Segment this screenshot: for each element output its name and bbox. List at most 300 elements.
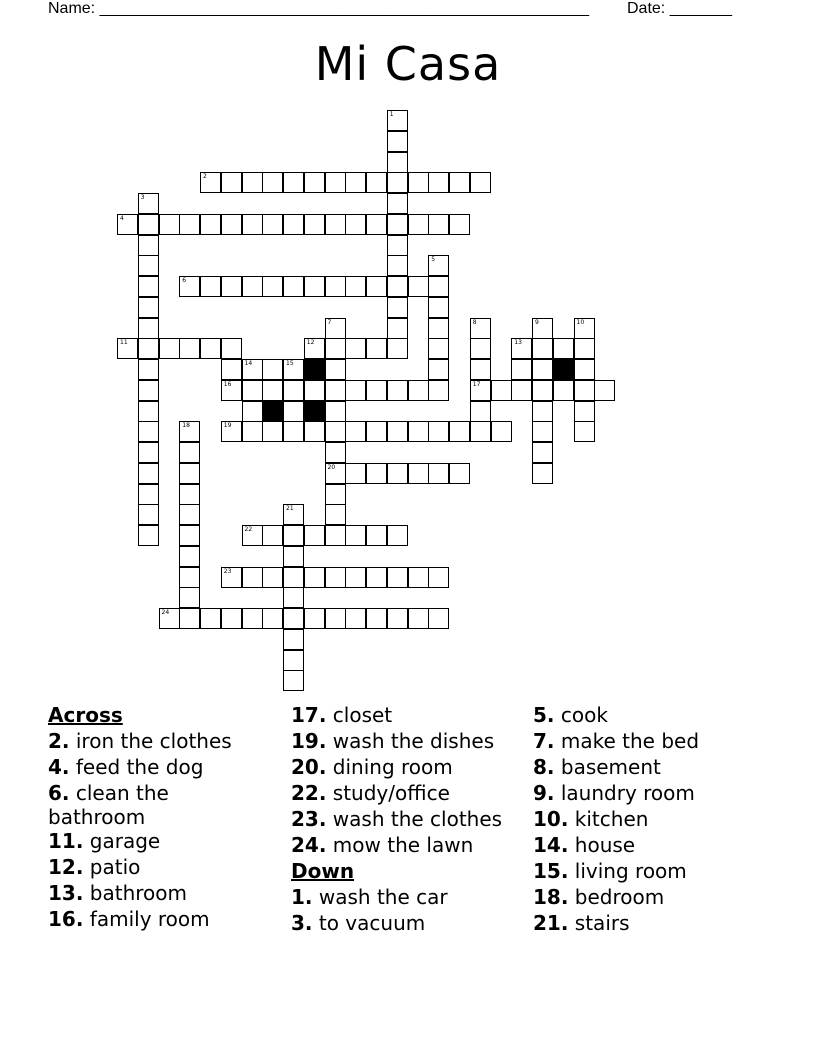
grid-cell[interactable] [449, 421, 470, 442]
clue-number-label: 18. [533, 885, 569, 909]
grid-cell[interactable] [304, 276, 325, 297]
grid-cell[interactable] [366, 172, 387, 193]
grid-cell[interactable] [200, 214, 221, 235]
grid-cell[interactable] [387, 608, 408, 629]
grid-cell[interactable] [325, 608, 346, 629]
grid-cell[interactable] [491, 380, 512, 401]
clue-text: garage [83, 829, 161, 853]
down-heading: Down [291, 859, 355, 883]
grid-cell[interactable] [138, 463, 159, 484]
grid-cell[interactable] [242, 380, 263, 401]
clue-number-label: 10. [533, 807, 569, 831]
grid-cell[interactable] [138, 193, 159, 214]
clue-text: make the bed [554, 729, 700, 753]
grid-cell[interactable] [532, 359, 553, 380]
clue-number-label: 17. [291, 703, 327, 727]
clue-item [291, 780, 526, 806]
grid-cell[interactable] [283, 587, 304, 608]
clue-number: 24 [161, 609, 170, 616]
grid-cell[interactable] [387, 338, 408, 359]
grid-cell[interactable] [283, 608, 304, 629]
grid-cell[interactable] [511, 338, 532, 359]
grid-cell[interactable] [179, 276, 200, 297]
page-title: Mi Casa [314, 37, 502, 91]
clue-number-label: 20. [291, 755, 327, 779]
grid-cell[interactable] [553, 338, 574, 359]
clue-number-label: 19. [291, 729, 327, 753]
grid-cell[interactable] [221, 214, 242, 235]
grid-cell[interactable] [283, 359, 304, 380]
clues-column-2 [291, 702, 526, 936]
grid-cell[interactable] [387, 172, 408, 193]
grid-cell[interactable] [470, 338, 491, 359]
clue-number: 4 [120, 214, 124, 222]
grid-cell[interactable] [345, 172, 366, 193]
grid-cell[interactable] [470, 401, 491, 422]
clue-item [48, 828, 283, 854]
grid-cell[interactable] [387, 193, 408, 214]
grid-cell[interactable] [387, 463, 408, 484]
grid-cell[interactable] [366, 338, 387, 359]
grid-cell[interactable] [262, 567, 283, 588]
grid-cell[interactable] [138, 338, 159, 359]
grid-cell[interactable] [449, 214, 470, 235]
clue-number-label: 1. [291, 885, 313, 909]
clue-number-label: 23. [291, 807, 327, 831]
name-field-label[interactable]: Name: _______________________________________________________ [48, 0, 589, 17]
grid-cell[interactable] [408, 214, 429, 235]
grid-cell[interactable] [262, 608, 283, 629]
grid-cell[interactable] [283, 421, 304, 442]
grid-cell[interactable] [179, 587, 200, 608]
grid-cell[interactable] [159, 608, 180, 629]
grid-cell[interactable] [428, 172, 449, 193]
grid-cell[interactable] [117, 214, 138, 235]
clue-number-label: 4. [48, 755, 70, 779]
clue-number: 9 [535, 318, 539, 326]
grid-cell[interactable] [470, 318, 491, 339]
clue-item [48, 880, 283, 906]
grid-cell[interactable] [283, 629, 304, 650]
clue-text: stairs [568, 911, 630, 935]
grid-cell[interactable] [387, 255, 408, 276]
clue-number: 3 [140, 194, 145, 201]
grid-cell[interactable] [262, 525, 283, 546]
clue-text: feed the dog [69, 755, 204, 779]
grid-cell[interactable] [304, 338, 325, 359]
clue-item [533, 754, 768, 780]
grid-cell[interactable] [470, 421, 491, 442]
clue-item [48, 754, 283, 780]
grid-cell[interactable] [325, 172, 346, 193]
grid-cell[interactable] [242, 608, 263, 629]
grid-cell[interactable] [304, 567, 325, 588]
clue-number-label: 7. [533, 729, 555, 753]
grid-cell[interactable] [574, 421, 595, 442]
grid-cell[interactable] [138, 359, 159, 380]
grid-cell[interactable] [304, 214, 325, 235]
grid-cell[interactable] [387, 421, 408, 442]
grid-cell[interactable] [262, 276, 283, 297]
grid-cell[interactable] [179, 484, 200, 505]
clue-item [533, 806, 768, 832]
grid-cell[interactable] [179, 546, 200, 567]
grid-cell[interactable] [532, 442, 553, 463]
clue-number-label: 3. [291, 911, 313, 935]
black-square [304, 401, 325, 422]
grid-cell[interactable] [345, 276, 366, 297]
clue-number-label: 12. [48, 855, 84, 879]
grid-cell[interactable] [262, 359, 283, 380]
grid-cell[interactable] [325, 504, 346, 525]
grid-cell[interactable] [242, 276, 263, 297]
grid-cell[interactable] [491, 421, 512, 442]
grid-cell[interactable] [200, 172, 221, 193]
grid-cell[interactable] [242, 359, 263, 380]
grid-cell[interactable] [387, 276, 408, 297]
grid-cell[interactable] [221, 172, 242, 193]
clue-item [48, 854, 283, 880]
grid-cell[interactable] [325, 214, 346, 235]
clue-item [533, 702, 768, 728]
grid-cell[interactable] [221, 380, 242, 401]
grid-cell[interactable] [179, 608, 200, 629]
clue-item [533, 910, 768, 936]
clue-number-label: 5. [533, 703, 555, 727]
grid-cell[interactable] [138, 442, 159, 463]
grid-cell[interactable] [283, 276, 304, 297]
grid-cell[interactable] [138, 255, 159, 276]
clue-text: cook [554, 703, 608, 727]
grid-cell[interactable] [325, 359, 346, 380]
grid-cell[interactable] [138, 484, 159, 505]
clue-number-label: 2. [48, 729, 70, 753]
grid-cell[interactable] [325, 525, 346, 546]
clue-number: 8 [472, 318, 477, 326]
grid-cell[interactable] [283, 525, 304, 546]
grid-cell[interactable] [428, 608, 449, 629]
grid-cell[interactable] [304, 421, 325, 442]
grid-cell[interactable] [242, 525, 263, 546]
grid-cell[interactable] [179, 463, 200, 484]
grid-cell[interactable] [449, 172, 470, 193]
grid-cell[interactable] [574, 318, 595, 339]
grid-cell[interactable] [408, 608, 429, 629]
clue-item [291, 832, 526, 858]
grid-cell[interactable] [532, 421, 553, 442]
clue-number: 11 [120, 339, 128, 347]
grid-cell[interactable] [366, 567, 387, 588]
grid-cell[interactable] [138, 525, 159, 546]
grid-cell[interactable] [532, 380, 553, 401]
grid-cell[interactable] [325, 401, 346, 422]
grid-cell[interactable] [179, 214, 200, 235]
grid-cell[interactable] [366, 380, 387, 401]
grid-cell[interactable] [262, 214, 283, 235]
clue-number: 14 [244, 360, 253, 367]
grid-cell[interactable] [221, 359, 242, 380]
grid-cell[interactable] [532, 318, 553, 339]
grid-cell[interactable] [325, 421, 346, 442]
grid-cell[interactable] [304, 172, 325, 193]
clue-item [533, 728, 768, 754]
clue-text: wash the clothes [326, 807, 503, 831]
grid-cell[interactable] [117, 338, 138, 359]
grid-cell[interactable] [532, 338, 553, 359]
grid-cell[interactable] [179, 421, 200, 442]
clue-text: basement [554, 755, 661, 779]
grid-cell[interactable] [138, 214, 159, 235]
grid-cell[interactable] [470, 172, 491, 193]
grid-cell[interactable] [325, 276, 346, 297]
clue-text: laundry room [554, 781, 695, 805]
grid-cell[interactable] [283, 650, 304, 671]
grid-cell[interactable] [221, 421, 242, 442]
grid-cell[interactable] [428, 338, 449, 359]
clue-item [533, 780, 768, 806]
grid-cell[interactable] [283, 172, 304, 193]
grid-cell[interactable] [428, 463, 449, 484]
grid-cell[interactable] [325, 567, 346, 588]
clue-number: 13 [514, 339, 522, 347]
grid-cell[interactable] [387, 110, 408, 131]
grid-cell[interactable] [325, 484, 346, 505]
grid-cell[interactable] [325, 318, 346, 339]
clue-text: closet [326, 703, 393, 727]
grid-cell[interactable] [304, 525, 325, 546]
grid-cell[interactable] [179, 567, 200, 588]
clue-item [291, 806, 526, 832]
grid-cell[interactable] [200, 338, 221, 359]
clue-item [291, 910, 526, 936]
clue-number-label: 11. [48, 829, 84, 853]
clue-text: wash the dishes [326, 729, 495, 753]
grid-cell[interactable] [366, 525, 387, 546]
grid-cell[interactable] [179, 504, 200, 525]
grid-cell[interactable] [138, 276, 159, 297]
grid-cell[interactable] [283, 380, 304, 401]
grid-cell[interactable] [159, 338, 180, 359]
grid-cell[interactable] [345, 525, 366, 546]
grid-cell[interactable] [325, 463, 346, 484]
grid-cell[interactable] [408, 463, 429, 484]
clue-number: 12 [306, 339, 315, 347]
clue-text: clean the [69, 781, 169, 805]
grid-cell[interactable] [428, 380, 449, 401]
grid-cell[interactable] [138, 421, 159, 442]
grid-cell[interactable] [428, 359, 449, 380]
clue-number-label: 15. [533, 859, 569, 883]
grid-cell[interactable] [262, 421, 283, 442]
grid-cell[interactable] [304, 380, 325, 401]
grid-cell[interactable] [262, 380, 283, 401]
clue-item [533, 832, 768, 858]
grid-cell[interactable] [511, 359, 532, 380]
grid-cell[interactable] [242, 567, 263, 588]
grid-cell[interactable] [242, 421, 263, 442]
grid-cell[interactable] [283, 401, 304, 422]
grid-cell[interactable] [221, 608, 242, 629]
clue-number-label: 8. [533, 755, 555, 779]
clue-number: 23 [223, 567, 232, 575]
grid-cell[interactable] [387, 297, 408, 318]
grid-cell[interactable] [262, 172, 283, 193]
grid-cell[interactable] [428, 567, 449, 588]
grid-cell[interactable] [304, 608, 325, 629]
clue-number: 21 [286, 505, 294, 513]
clue-number: 15 [286, 360, 294, 367]
grid-cell[interactable] [283, 567, 304, 588]
clue-text: dining room [326, 755, 453, 779]
grid-cell[interactable] [283, 546, 304, 567]
clue-item [48, 780, 283, 828]
black-square [553, 359, 574, 380]
grid-cell[interactable] [242, 172, 263, 193]
date-field-label[interactable]: Date: _______ [627, 0, 732, 17]
grid-cell[interactable] [428, 318, 449, 339]
grid-cell[interactable] [325, 380, 346, 401]
grid-cell[interactable] [428, 214, 449, 235]
grid-cell[interactable] [366, 214, 387, 235]
grid-cell[interactable] [366, 608, 387, 629]
grid-cell[interactable] [387, 152, 408, 173]
grid-cell[interactable] [325, 338, 346, 359]
clue-item [533, 858, 768, 884]
clue-number-label: 9. [533, 781, 555, 805]
grid-cell[interactable] [138, 297, 159, 318]
grid-cell[interactable] [325, 442, 346, 463]
black-square [262, 401, 283, 422]
clue-text: mow the lawn [326, 833, 474, 857]
clue-number-label: 22. [291, 781, 327, 805]
clue-item [48, 728, 283, 754]
grid-cell[interactable] [408, 172, 429, 193]
clue-text: study/office [326, 781, 450, 805]
grid-cell[interactable] [200, 276, 221, 297]
clue-text: iron the clothes [69, 729, 232, 753]
clue-number: 18 [182, 422, 190, 430]
grid-cell[interactable] [366, 276, 387, 297]
grid-cell[interactable] [138, 401, 159, 422]
grid-cell[interactable] [283, 504, 304, 525]
grid-cell[interactable] [345, 421, 366, 442]
grid-cell[interactable] [387, 214, 408, 235]
grid-cell[interactable] [387, 318, 408, 339]
clue-number: 6 [182, 277, 187, 284]
grid-cell[interactable] [345, 567, 366, 588]
clue-text: house [568, 833, 636, 857]
grid-cell[interactable] [366, 421, 387, 442]
grid-cell[interactable] [345, 380, 366, 401]
grid-cell[interactable] [408, 380, 429, 401]
grid-cell[interactable] [574, 338, 595, 359]
clue-number-label: 16. [48, 907, 84, 931]
grid-cell[interactable] [221, 567, 242, 588]
grid-cell[interactable] [345, 463, 366, 484]
clue-text: kitchen [568, 807, 649, 831]
grid-cell[interactable] [221, 276, 242, 297]
clue-number-label: 13. [48, 881, 84, 905]
grid-cell[interactable] [283, 670, 304, 691]
clue-number-label: 6. [48, 781, 70, 805]
grid-cell[interactable] [428, 255, 449, 276]
clue-item [291, 884, 526, 910]
clue-number: 20 [327, 463, 336, 471]
grid-cell[interactable] [179, 338, 200, 359]
grid-cell[interactable] [470, 380, 491, 401]
grid-cell[interactable] [449, 463, 470, 484]
grid-cell[interactable] [387, 131, 408, 152]
clue-item [291, 728, 526, 754]
grid-cell[interactable] [428, 276, 449, 297]
grid-cell[interactable] [574, 401, 595, 422]
grid-cell[interactable] [574, 359, 595, 380]
grid-cell[interactable] [387, 380, 408, 401]
grid-cell[interactable] [408, 567, 429, 588]
grid-cell[interactable] [511, 380, 532, 401]
clue-number-label: 21. [533, 911, 569, 935]
grid-cell[interactable] [179, 442, 200, 463]
clue-text: wash the car [312, 885, 448, 909]
grid-cell[interactable] [200, 608, 221, 629]
grid-cell[interactable] [242, 214, 263, 235]
grid-cell[interactable] [138, 380, 159, 401]
grid-cell[interactable] [138, 235, 159, 256]
clue-number: 5 [431, 256, 436, 264]
grid-cell[interactable] [428, 297, 449, 318]
clues-column-1 [48, 702, 283, 932]
grid-cell[interactable] [574, 380, 595, 401]
grid-cell[interactable] [387, 235, 408, 256]
clue-item [291, 702, 526, 728]
grid-cell[interactable] [159, 214, 180, 235]
grid-cell[interactable] [138, 504, 159, 525]
grid-cell[interactable] [345, 338, 366, 359]
clue-number-label: 24. [291, 833, 327, 857]
clue-number: 16 [223, 380, 232, 388]
clue-number: 2 [203, 173, 207, 181]
grid-cell[interactable] [366, 463, 387, 484]
clue-item [291, 754, 526, 780]
grid-cell[interactable] [428, 421, 449, 442]
clue-text: patio [83, 855, 141, 879]
grid-cell[interactable] [345, 608, 366, 629]
clue-text: bathroom [83, 881, 188, 905]
clue-text: living room [568, 859, 687, 883]
grid-cell[interactable] [553, 380, 574, 401]
clues-column-3 [533, 702, 768, 936]
grid-cell[interactable] [138, 318, 159, 339]
grid-cell[interactable] [345, 214, 366, 235]
grid-cell[interactable] [387, 525, 408, 546]
grid-cell[interactable] [408, 421, 429, 442]
grid-cell[interactable] [283, 214, 304, 235]
grid-cell[interactable] [408, 276, 429, 297]
black-square [304, 359, 325, 380]
grid-cell[interactable] [221, 338, 242, 359]
clue-item [533, 884, 768, 910]
across-heading: Across [48, 703, 123, 727]
clue-number: 10 [576, 318, 585, 326]
grid-cell[interactable] [242, 401, 263, 422]
grid-cell[interactable] [387, 567, 408, 588]
clue-item [48, 906, 283, 932]
grid-cell[interactable] [470, 359, 491, 380]
grid-cell[interactable] [594, 380, 615, 401]
grid-cell[interactable] [179, 525, 200, 546]
grid-cell[interactable] [532, 463, 553, 484]
grid-cell[interactable] [532, 401, 553, 422]
